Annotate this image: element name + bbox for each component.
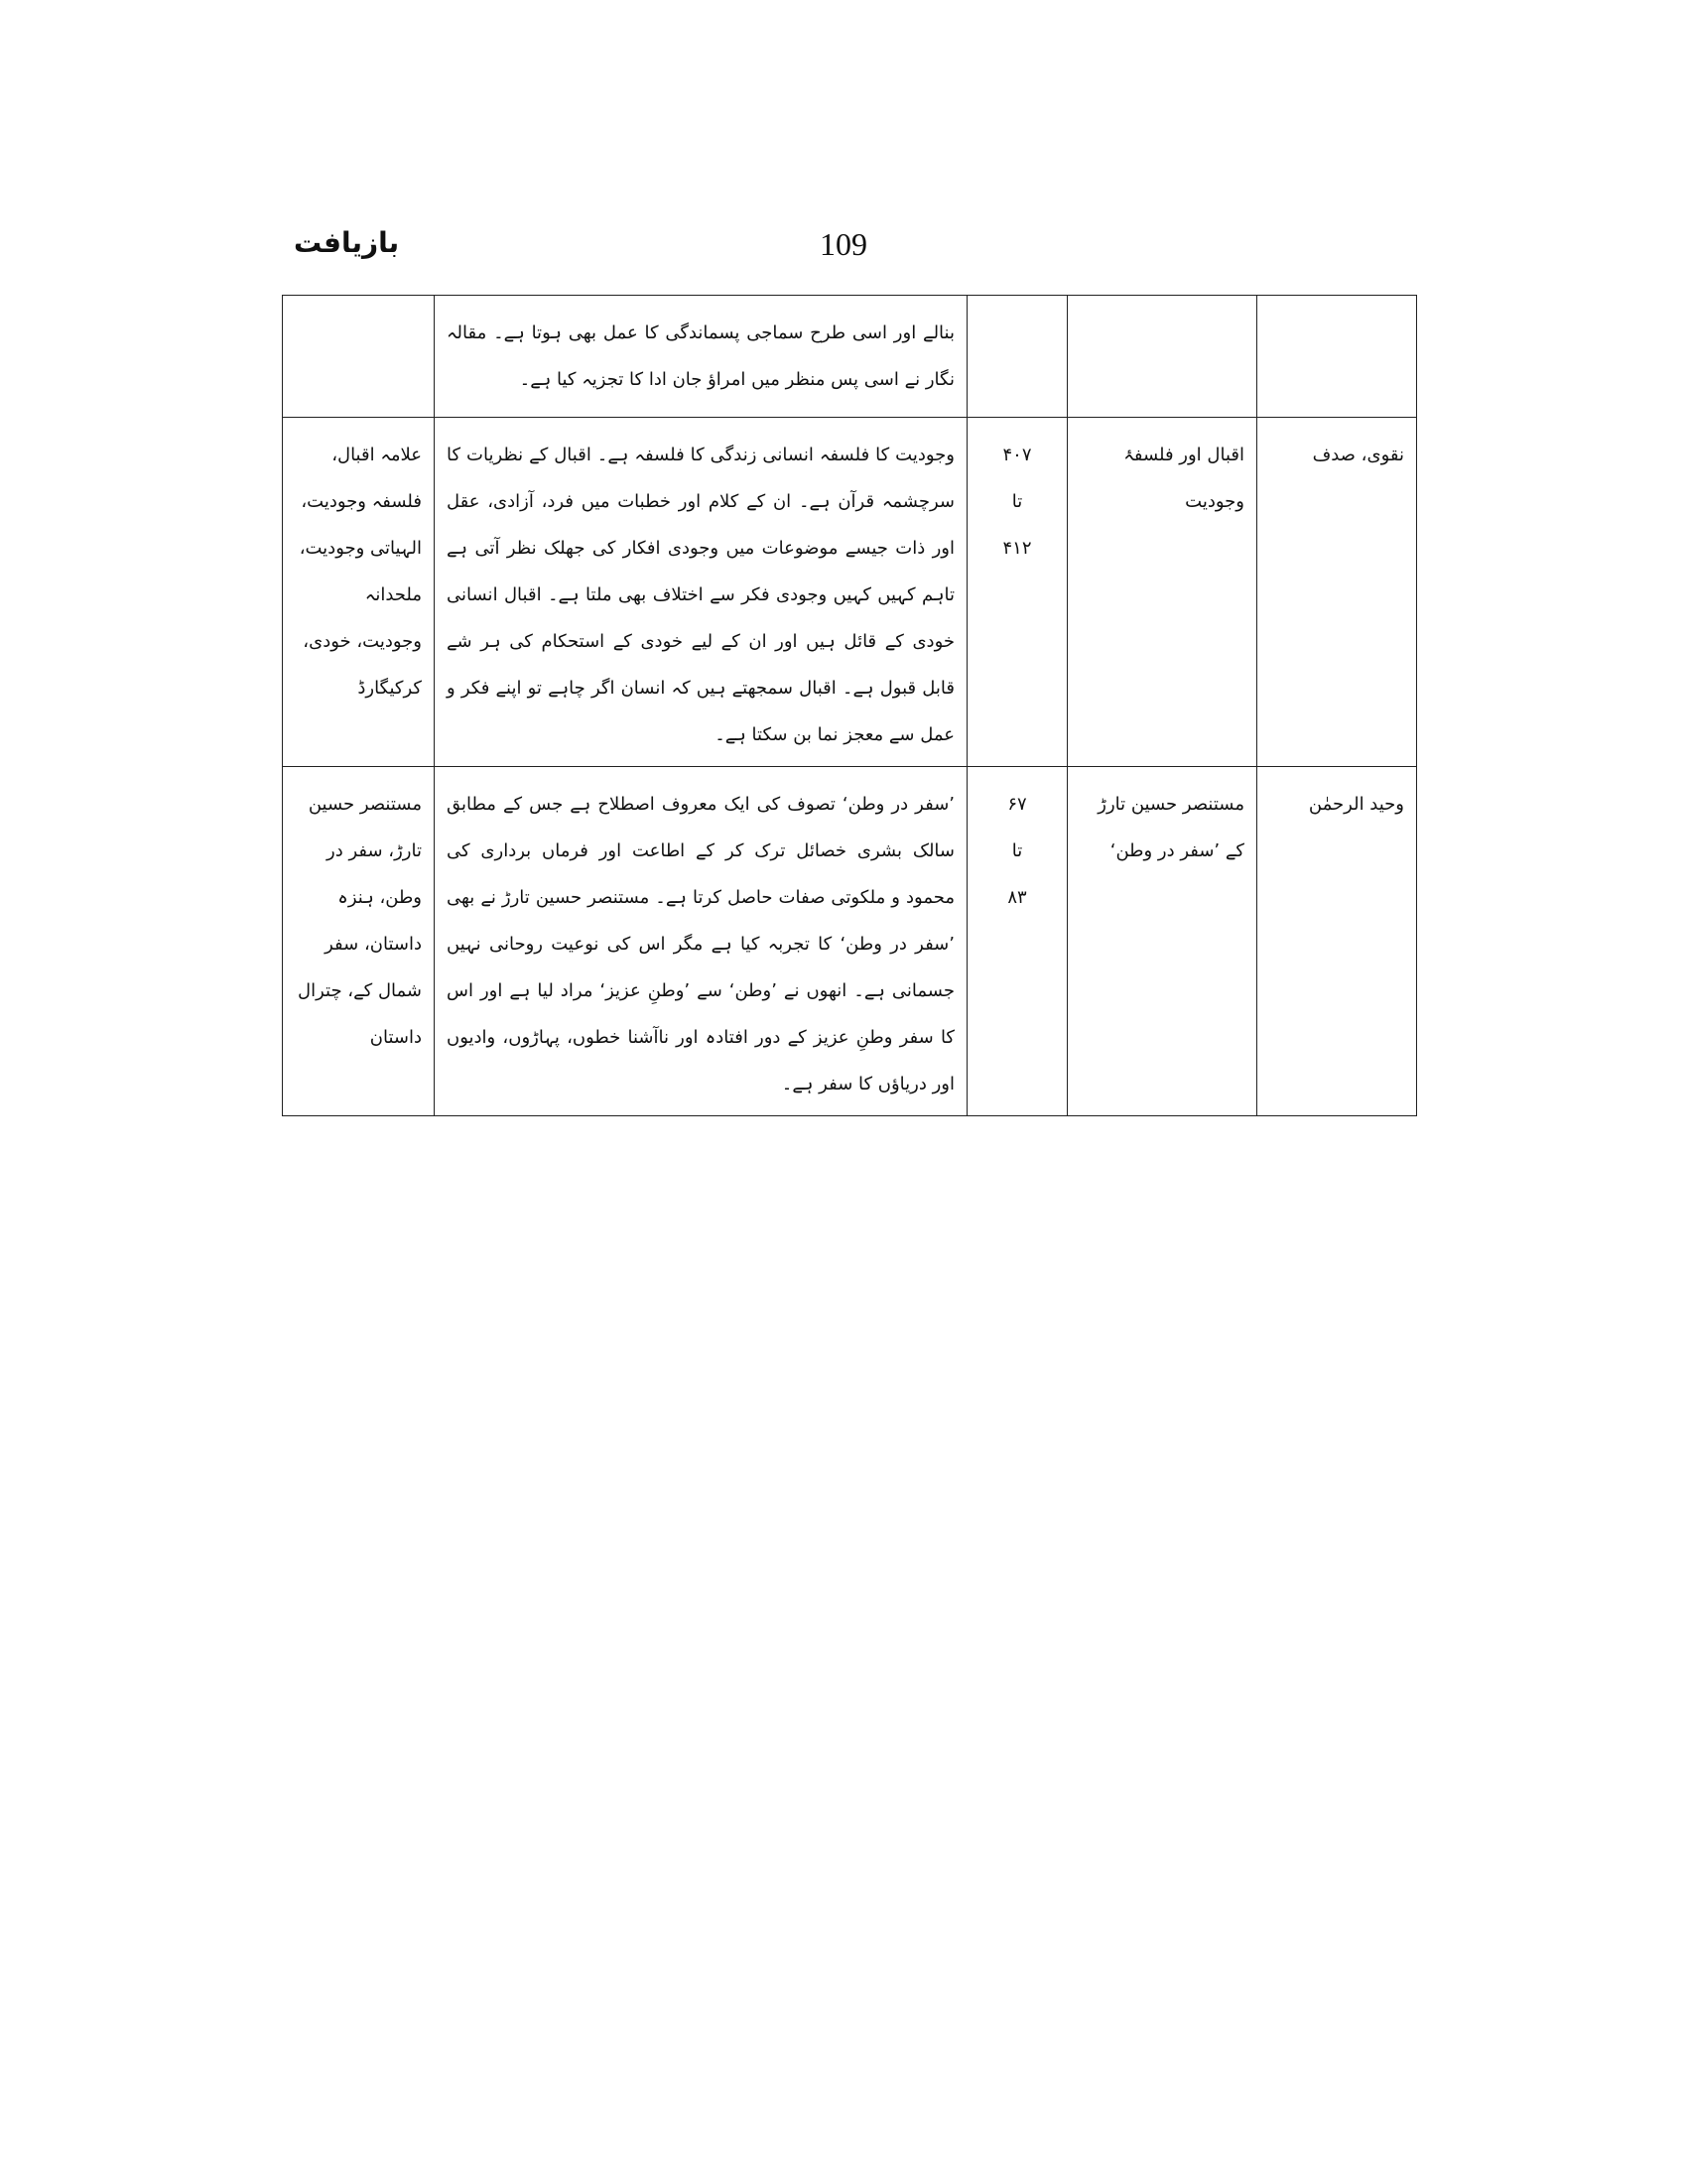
keywords-cell: مستنصر حسین تارڑ، سفر در وطن، ہنزہ داستان، سفر شمال کے، چترال داستان bbox=[283, 767, 435, 1116]
catalog-table bbox=[282, 295, 1417, 1116]
title-cell: مستنصر حسین تارڑ کے ’سفر در وطن‘ bbox=[1068, 767, 1257, 1116]
table-row bbox=[283, 296, 1417, 418]
page-end: ۴۱۲ bbox=[1002, 538, 1032, 559]
author-cell: وحید الرحمٰن bbox=[1257, 767, 1417, 1116]
keywords-cell bbox=[283, 296, 435, 418]
page-start: ۶۷ bbox=[1007, 794, 1027, 815]
author-cell: نقوی، صدف bbox=[1257, 418, 1417, 767]
summary-cell: بنالے اور اسی طرح سماجی پسماندگی کا عمل بھی ہوتا ہے۔ مقالہ نگار نے اسی پس منظر میں امراؤ جان ادا کا تجزیہ کیا ہے۔ bbox=[435, 296, 968, 418]
page-range-word: تا bbox=[1011, 491, 1023, 512]
keywords-cell: علامہ اقبال، فلسفہ وجودیت، الہیاتی وجودیت، ملحدانہ وجودیت، خودی، کرکیگارڈ bbox=[283, 418, 435, 767]
page-range-word: تا bbox=[1011, 840, 1023, 861]
table-row bbox=[283, 418, 1417, 767]
table-row bbox=[283, 767, 1417, 1116]
page-start: ۴۰۷ bbox=[1002, 445, 1032, 465]
pages-cell bbox=[968, 296, 1068, 418]
pages-cell bbox=[968, 418, 1068, 767]
page-end: ۸۳ bbox=[1007, 887, 1027, 908]
title-cell: اقبال اور فلسفۂ وجودیت bbox=[1068, 418, 1257, 767]
pages-cell bbox=[968, 767, 1068, 1116]
author-cell bbox=[1257, 296, 1417, 418]
summary-cell: ’سفر در وطن‘ تصوف کی ایک معروف اصطلاح ہے جس کے مطابق سالک بشری خصائل ترک کر کے اطاعت اور فرماں برداری کی محمود و ملکوتی صفات حاصل کرتا ہے۔ مستنصر حسین تارڑ نے بھی ’سفر در وطن‘ کا تجربہ کیا ہے مگر اس کی نوعیت روحانی نہیں جسمانی ہے۔ انھوں نے ’وطن‘ سے ’وطنِ عزیز‘ مراد لیا ہے اور اس کا سفر وطنِ عزیز کے دور افتادہ اور ناآشنا خطوں، پہاڑوں، وادیوں اور دریاؤں کا سفر ہے۔ bbox=[435, 767, 968, 1116]
journal-name: بازیافت bbox=[294, 226, 400, 259]
page-number: 109 bbox=[820, 226, 867, 262]
title-cell bbox=[1068, 296, 1257, 418]
summary-cell: وجودیت کا فلسفہ انسانی زندگی کا فلسفہ ہے۔ اقبال کے نظریات کا سرچشمہ قرآن ہے۔ ان کے کلام اور خطبات میں فرد، آزادی، عقل اور ذات جیسے موضوعات میں وجودی افکار کی جھلک نظر آتی ہے تاہم کہیں کہیں وجودی فکر سے اختلاف بھی ملتا ہے۔ اقبال انسانی خودی کے قائل ہیں اور ان کے لیے خودی کے استحکام کی ہر شے قابل قبول ہے۔ اقبال سمجھتے ہیں کہ انسان اگر چاہے تو اپنے فکر و عمل سے معجز نما بن سکتا ہے۔ bbox=[435, 418, 968, 767]
